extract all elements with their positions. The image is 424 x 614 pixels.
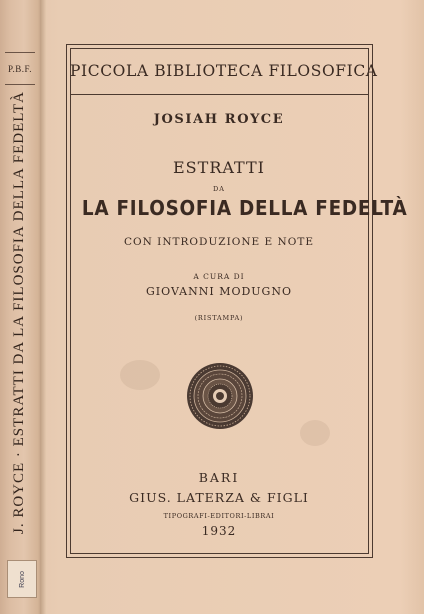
reprint-note: (RISTAMPA) xyxy=(194,314,244,322)
spine-rule-bottom xyxy=(5,84,35,85)
work-connector: DA xyxy=(213,185,225,193)
spine-title xyxy=(8,90,32,534)
book-spine xyxy=(0,0,41,614)
editor-name: GIOVANNI MODUGNO xyxy=(146,285,292,298)
spine-series-abbrev: P.B.F. xyxy=(7,64,33,74)
spine-title-text: J. ROYCE · ESTRATTI DA LA FILOSOFIA DELLA FEDELTÀ xyxy=(11,90,28,534)
spine-edge xyxy=(40,0,46,614)
publisher-seal-icon xyxy=(186,362,254,430)
book-subtitle: CON INTRODUZIONE E NOTE xyxy=(124,236,314,248)
author-name: JOSIAH ROYCE xyxy=(153,112,285,127)
spine-rule-top xyxy=(5,52,35,53)
book-title: LA FILOSOFIA DELLA FEDELTÀ xyxy=(81,196,408,220)
series-divider xyxy=(70,94,368,95)
series-title: PICCOLA BIBLIOTECA FILOSOFICA xyxy=(70,62,378,80)
spine-library-label xyxy=(7,560,37,598)
publisher-city: BARI xyxy=(198,470,240,485)
work-prefix: ESTRATTI xyxy=(173,158,265,177)
publisher-name: GIUS. LATERZA & FIGLI xyxy=(129,490,309,505)
editor-caption: A CURA DI xyxy=(193,272,245,281)
spine-label-text: Rono xyxy=(18,570,26,588)
publisher-trade: TIPOGRAFI-EDITORI-LIBRAI xyxy=(163,512,275,520)
publication-year: 1932 xyxy=(201,524,237,538)
